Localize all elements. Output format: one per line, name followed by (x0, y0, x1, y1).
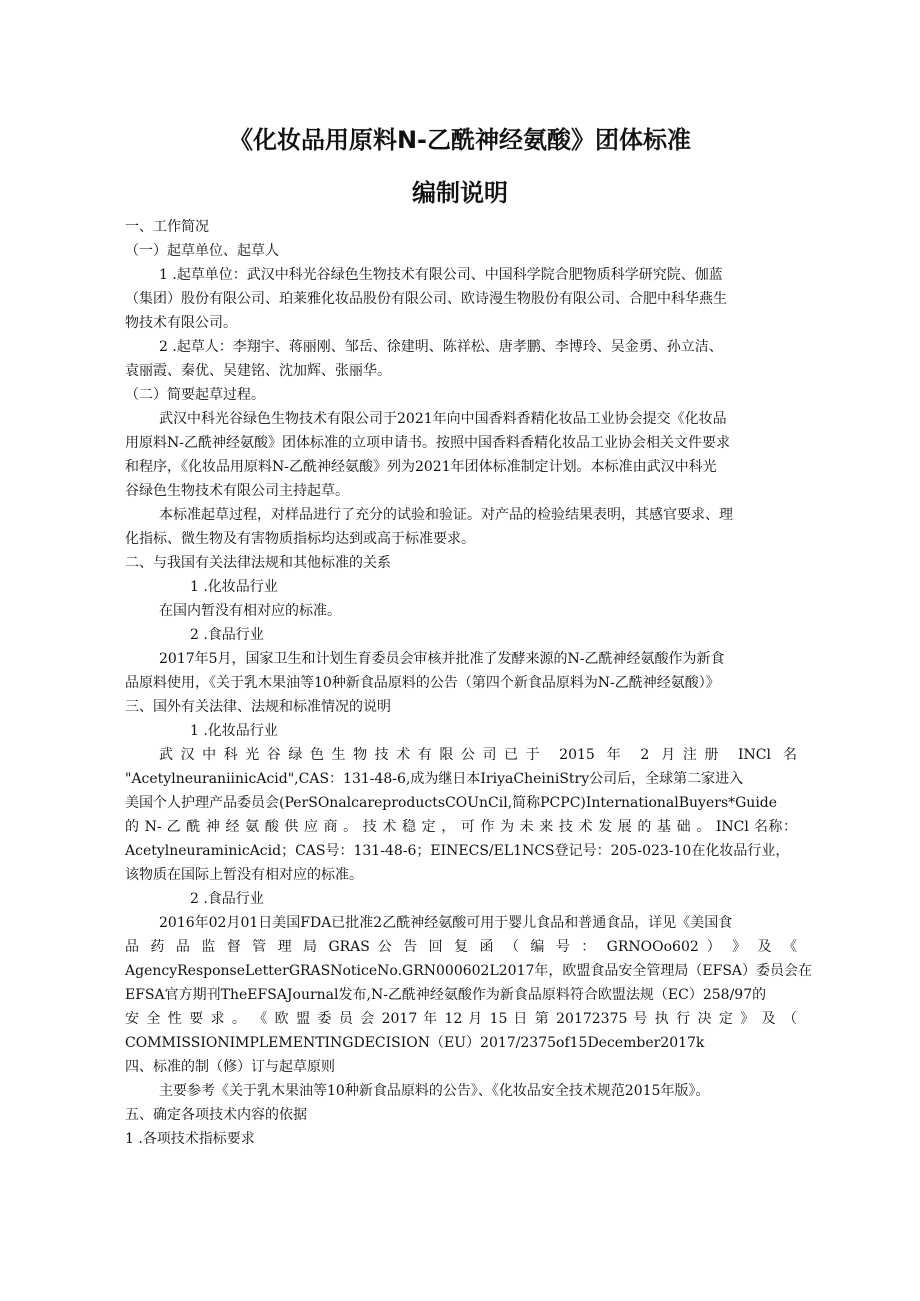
body-line: AgencyResponseLetterGRASNoticeNo.GRN000602L2017年，欧盟食品安全管理局（EFSA）委员会在 (125, 963, 813, 979)
body-line: 武汉中科光谷绿色生物技术有限公司已于 2015 年 2 月注册 INCl 名 (159, 747, 797, 763)
body-line: 在国内暂没有相对应的标准。 (159, 603, 341, 619)
body-line: 1 .化妆品行业 (190, 579, 278, 595)
body-line: 化指标、微生物及有害物质指标均达到或高于标准要求。 (125, 531, 475, 547)
body-line: 品原料使用，《关于乳木果油等10种新食品原料的公告（第四个新食品原料为N-乙酰神经氨酸）》 (125, 675, 720, 691)
body-line: 谷绿色生物技术有限公司主持起草。 (125, 483, 349, 499)
body-line: COMMISSIONIMPLEMENTINGDECISION（EU）2017/2375of15December2017k (125, 1035, 705, 1051)
body-line: 用原料N-乙酰神经氨酸》团体标准的立项申请书。按照中国香料香精化妆品工业协会相关文件要求 (125, 435, 730, 451)
body-line: （二）简要起草过程。 (125, 387, 265, 403)
body-line: 五、确定各项技术内容的依据 (125, 1107, 307, 1123)
body-line: （集团）股份有限公司、珀莱雅化妆品股份有限公司、欧诗漫生物股份有限公司、合肥中科华燕生 (125, 291, 727, 307)
body-line: 四、标准的制（修）订与起草原则 (125, 1059, 335, 1075)
body-line: 该物质在国际上暂没有相对应的标准。 (125, 867, 363, 883)
body-line: 一、工作简况 (125, 219, 209, 235)
body-line: 二、与我国有关法律法规和其他标准的关系 (125, 555, 391, 571)
body-line: 1 .化妆品行业 (190, 723, 278, 739)
body-line: 2017年5月，国家卫生和计划生育委员会审核并批准了发酵来源的N-乙酰神经氨酸作为新食 (159, 651, 725, 667)
body-line: EFSA官方期刊TheEFSAJournal发布,N-乙酰神经氨酸作为新食品原料符合欧盟法规（EC）258/97的 (125, 987, 767, 1003)
body-line: 的 N- 乙 酰 神 经 氨 酸 供 应 商 。 技 术 稳 定 ， 可 作 为 未 来 技 术 发 展 的 基 础 。 INCl 名称： (125, 819, 797, 835)
body-line: 三、国外有关法律、法规和标准情况的说明 (125, 699, 391, 715)
body-line: 物技术有限公司。 (125, 315, 237, 331)
body-line: 品 药 品 监 督 管 理 局 GRAS 公 告 回 复 函 （ 编 号 ： GRNOOo602 ） 》 及 《 (125, 939, 797, 955)
body-line: （一）起草单位、起草人 (125, 243, 279, 259)
body-line: 1 .各项技术指标要求 (125, 1131, 255, 1147)
body-line: 主要参考《关于乳木果油等10种新食品原料的公告》、《化妆品安全技术规范2015年版》。 (159, 1083, 710, 1099)
body-line: 2 .食品行业 (190, 891, 264, 907)
document-title: 《化妆品用原料N-乙酰神经氨酸》团体标准 (228, 126, 692, 154)
body-line: 安 全 性 要 求 。 《 欧 盟 委 员 会 2017 年 12 月 15 日 第 20172375 号 执 行 决 定 》 及 （ (125, 1011, 797, 1027)
body-line: 袁丽霞、秦优、吴建铭、沈加辉、张丽华。 (125, 363, 391, 379)
body-line: 武汉中科光谷绿色生物技术有限公司于2021年向中国香料香精化妆品工业协会提交《化妆品 (159, 411, 727, 427)
body-line: 和程序，《化妆品用原料N-乙酰神经氨酸》列为2021年团体标准制定计划。本标准由武汉中科光 (125, 459, 717, 475)
body-line: 2016年02月01日美国FDA已批准2乙酰神经氨酸可用于婴儿食品和普通食品，详见《美国食 (159, 915, 733, 931)
body-line: 1 .起草单位：武汉中科光谷绿色生物技术有限公司、中国科学院合肥物质科学研究院、伽蓝 (159, 267, 723, 283)
body-line: 美国个人护理产品委员会(PerSOnalcareproductsCOUnCil,简称PCPC)InternationalBuyers*Guide (125, 795, 778, 811)
body-line: 2 .食品行业 (190, 627, 264, 643)
body-line: 本标准起草过程，对样品进行了充分的试验和验证。对产品的检验结果表明，其感官要求、理 (159, 507, 733, 523)
body-line: AcetylneuraminicAcid；CAS号：131-48-6；EINECS/EL1NCS登记号：205-023-10在化妆品行业， (125, 843, 790, 859)
body-line: 2 .起草人：李翔宇、蒋丽刚、邹岳、徐建明、陈祥松、唐孝鹏、李博玲、吴金勇、孙立洁、 (159, 339, 723, 355)
body-line: "AcetylneuraniinicAcid",CAS：131-48-6,成为继日本IriyaCheiniStry公司后，全球第二家进入 (125, 771, 744, 787)
document-subtitle: 编制说明 (412, 179, 508, 207)
